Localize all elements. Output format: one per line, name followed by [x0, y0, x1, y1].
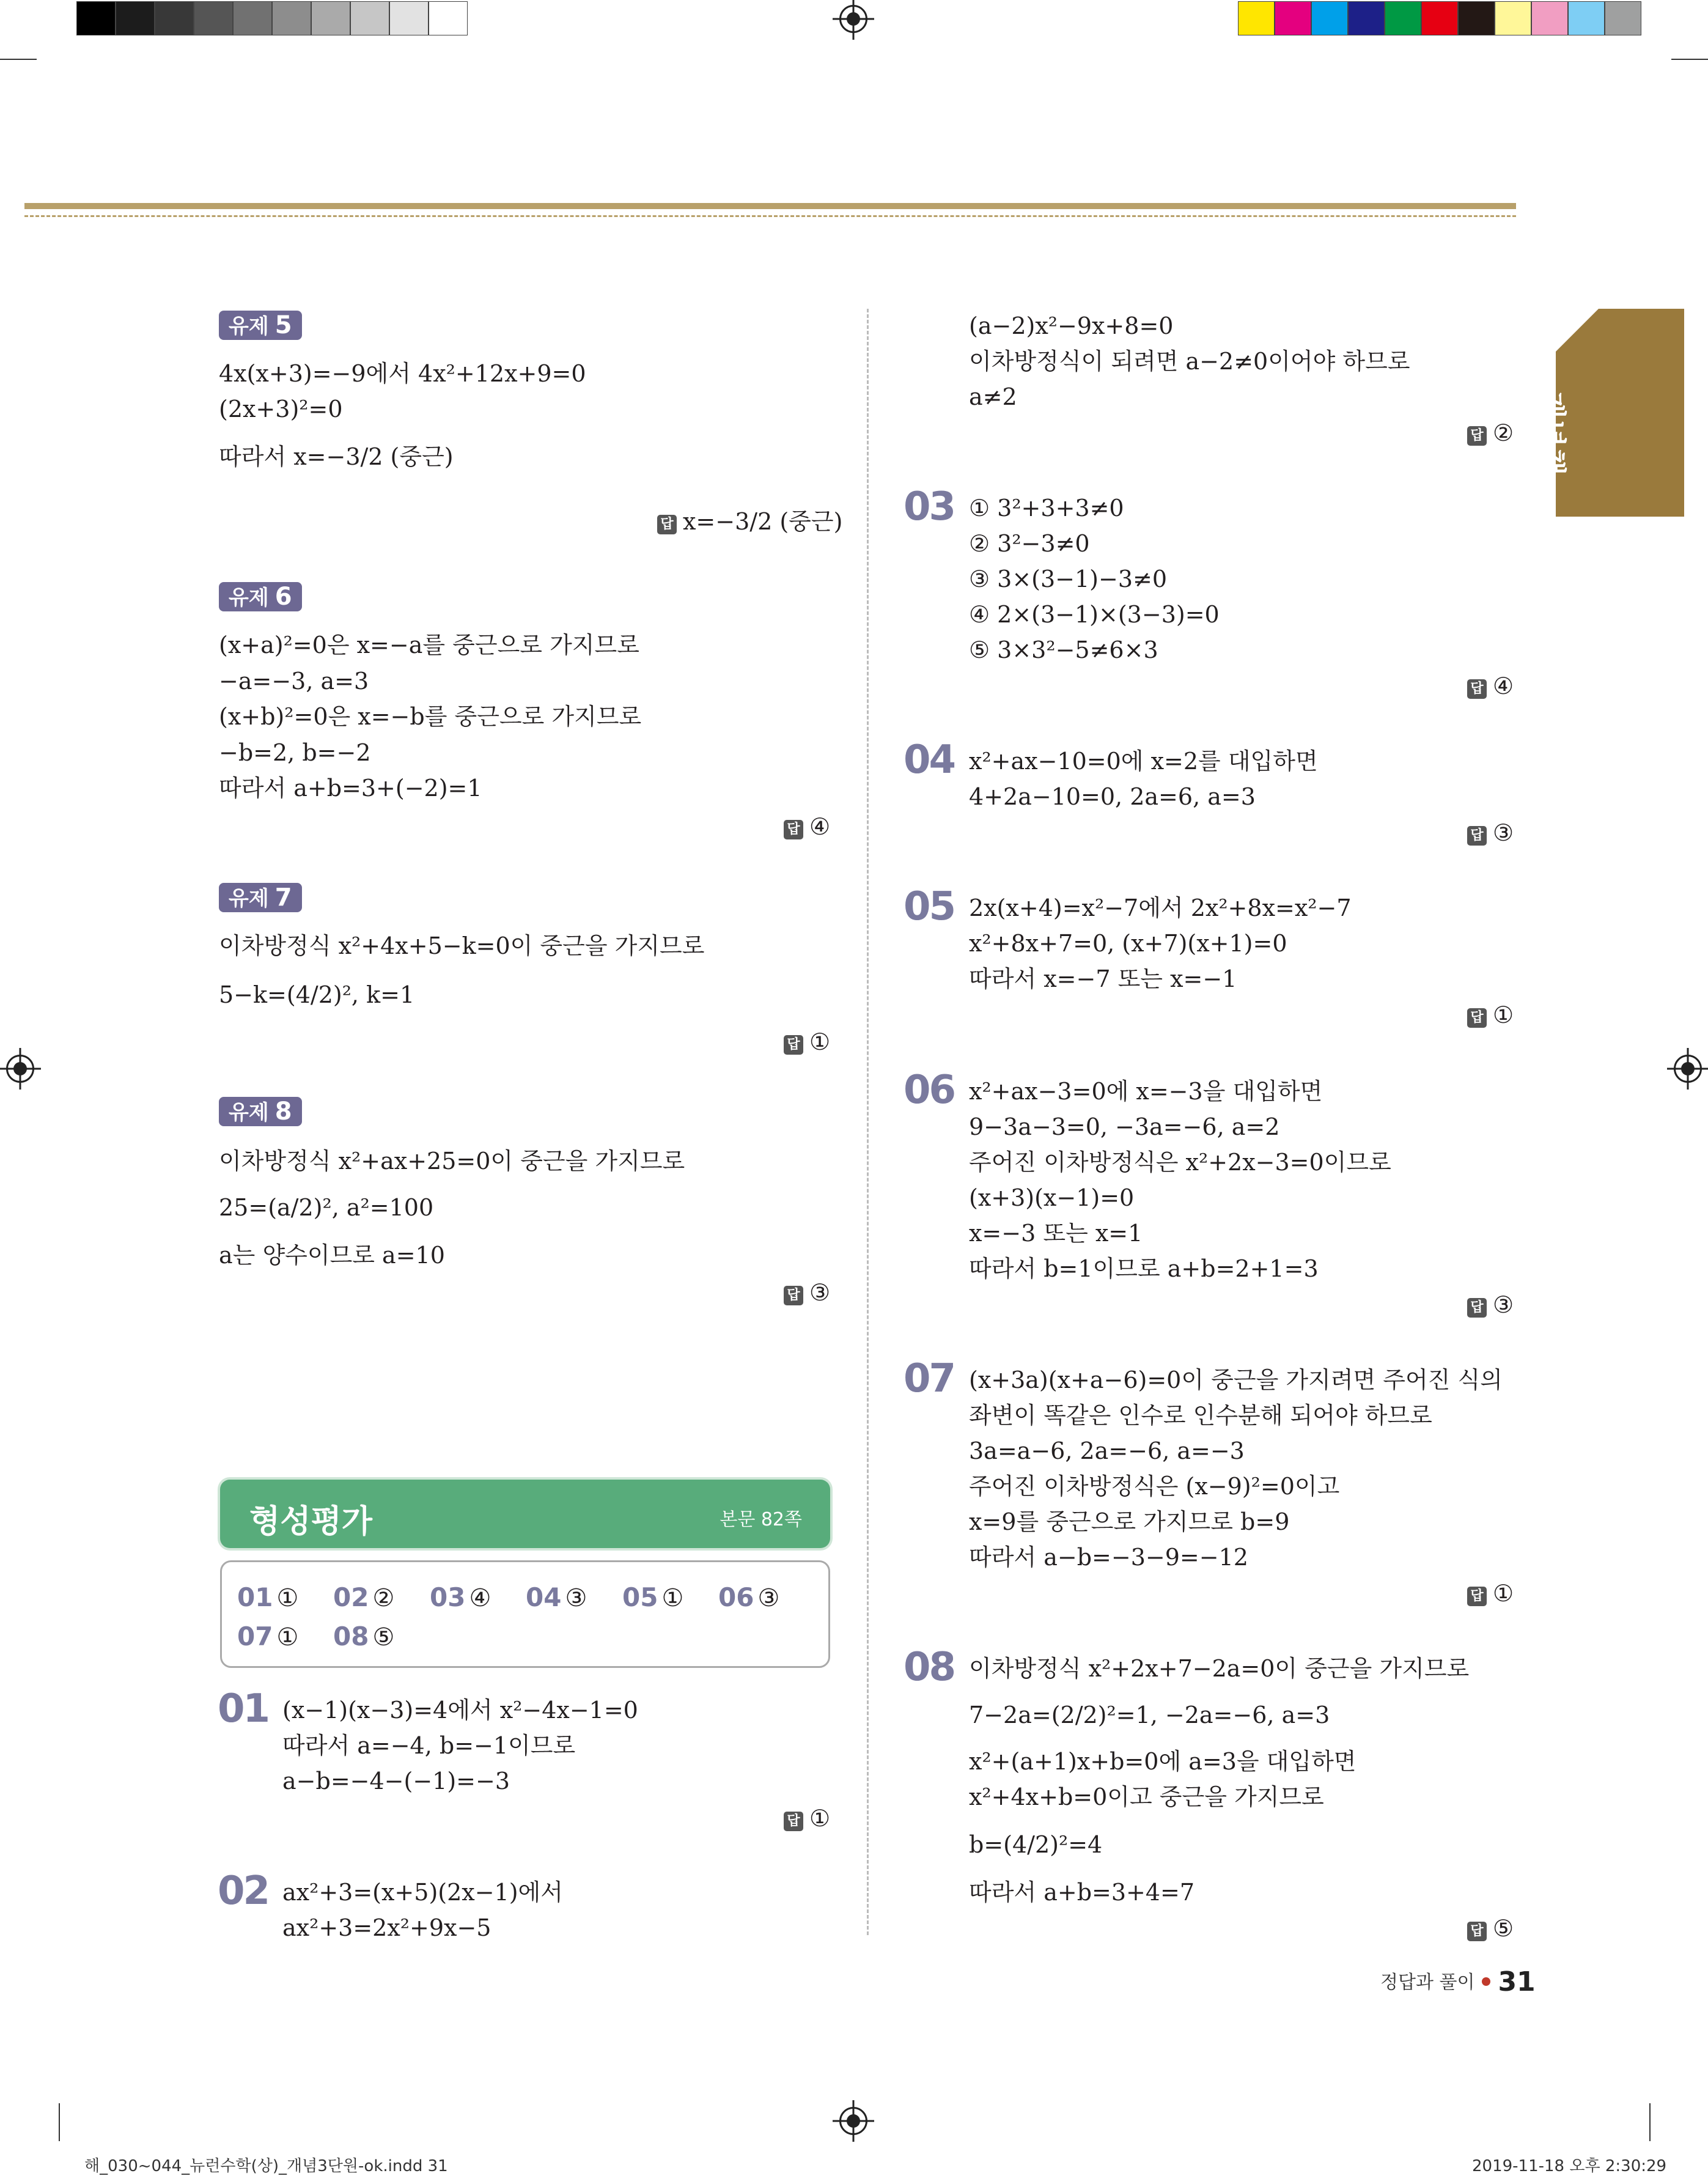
footer-timestamp: 2019-11-18 오후 2:30:29 — [1472, 2157, 1667, 2175]
solution-line: ⑤ 3×3²−5≠6×3 — [969, 636, 1158, 663]
answer: 답 ③ — [1467, 1291, 1514, 1318]
color-swatch — [1275, 1, 1311, 35]
registration-mark-icon — [1674, 1055, 1702, 1083]
gray-swatch — [311, 1, 350, 35]
solution-line: 5−k=(4/2)², k=1 — [219, 981, 415, 1008]
color-swatch — [1311, 1, 1348, 35]
assessment-page-ref: 본문 82쪽 — [720, 1509, 802, 1530]
answer: 답 x=−3/2 (중근) — [657, 503, 842, 536]
gray-swatch — [116, 1, 155, 35]
crop-mark — [59, 2103, 60, 2141]
answer-icon: 답 — [1467, 426, 1487, 446]
solution-line: 2x(x+4)=x²−7에서 2x²+8x=x²−7 — [969, 894, 1352, 921]
answer: 답 ① — [1467, 1001, 1514, 1028]
question-number: 01 — [218, 1686, 269, 1732]
color-swatch — [1568, 1, 1605, 35]
answer-icon: 답 — [1467, 1298, 1487, 1318]
page-label: 정답과 풀이 31 — [1380, 1966, 1536, 1997]
assessment-answer-box — [220, 1560, 830, 1668]
solution-line: (x+b)²=0은 x=−b를 중근으로 가지므로 — [219, 703, 642, 730]
answer: 답 ① — [784, 1805, 830, 1832]
answer-icon: 답 — [784, 1286, 803, 1305]
solution-line: a−b=−4−(−1)=−3 — [282, 1768, 510, 1794]
color-swatch — [1385, 1, 1421, 35]
gray-swatch — [272, 1, 311, 35]
crop-mark — [1671, 59, 1708, 60]
side-tab-label: 개념책 — [1536, 391, 1569, 477]
answer: 답 ① — [1467, 1580, 1514, 1607]
assessment-item: 05 ① — [622, 1582, 684, 1612]
problem-badge: 유제 8 — [219, 1097, 302, 1126]
column-divider — [867, 309, 869, 1935]
solution-line: 따라서 a+b=3+4=7 — [969, 1879, 1195, 1906]
color-swatch — [1421, 1, 1458, 35]
solution-line: 따라서 x=−3/2 (중근) — [219, 443, 454, 470]
problem-badge: 유제 6 — [219, 582, 302, 611]
crop-mark — [0, 59, 37, 60]
solution-line: x²+ax−10=0에 x=2를 대입하면 — [969, 748, 1318, 775]
header-rule — [24, 203, 1516, 209]
answer: 답 ④ — [784, 813, 830, 840]
footer-file-name: 해_030~044_뉴런수학(상)_개념3단원-ok.indd 31 — [84, 2157, 448, 2175]
solution-line: 25=(a/2)², a²=100 — [219, 1194, 434, 1221]
solution-line: 3a=a−6, 2a=−6, a=−3 — [969, 1437, 1245, 1464]
registration-mark-icon — [6, 1055, 34, 1083]
answer-icon: 답 — [1467, 1008, 1487, 1028]
answer: 답 ③ — [1467, 819, 1514, 846]
answer-icon: 답 — [784, 1035, 803, 1055]
answer: 답 ③ — [784, 1279, 830, 1306]
solution-line: (x+3a)(x+a−6)=0이 중근을 가지려면 주어진 식의 — [969, 1366, 1503, 1393]
problem-badge: 유제 7 — [219, 883, 302, 912]
question-number: 07 — [904, 1356, 955, 1401]
question-number: 04 — [904, 737, 955, 783]
answer-icon: 답 — [1467, 1587, 1487, 1606]
assessment-header — [220, 1480, 830, 1548]
solution-line: x=9를 중근으로 가지므로 b=9 — [969, 1508, 1290, 1535]
color-swatch — [1458, 1, 1495, 35]
answer-icon: 답 — [1467, 679, 1487, 699]
assessment-item: 02 ② — [333, 1582, 395, 1612]
solution-line: ax²+3=2x²+9x−5 — [282, 1914, 491, 1941]
answer-icon: 답 — [1467, 826, 1487, 846]
solution-line: ax²+3=(x+5)(2x−1)에서 — [282, 1879, 563, 1906]
solution-line: x²+4x+b=0이고 중근을 가지므로 — [969, 1783, 1324, 1810]
answer-icon: 답 — [784, 820, 803, 839]
answer-icon: 답 — [784, 1812, 803, 1831]
color-swatch — [1531, 1, 1568, 35]
color-swatch — [1348, 1, 1385, 35]
gray-swatch — [350, 1, 389, 35]
solution-line: ② 3²−3≠0 — [969, 530, 1090, 557]
answer-icon: 답 — [657, 515, 677, 534]
solution-line: −a=−3, a=3 — [219, 668, 369, 695]
question-number: 02 — [218, 1868, 269, 1914]
assessment-item: 08 ⑤ — [333, 1621, 395, 1651]
gray-swatch — [389, 1, 429, 35]
solution-line: 이차방정식 x²+2x+7−2a=0이 중근을 가지므로 — [969, 1655, 1470, 1682]
assessment-item: 06 ③ — [718, 1582, 780, 1612]
solution-line: b=(4/2)²=4 — [969, 1831, 1103, 1858]
solution-line: (x+3)(x−1)=0 — [969, 1184, 1135, 1211]
answer: 답 ④ — [1467, 673, 1514, 699]
solution-line: 따라서 x=−7 또는 x=−1 — [969, 965, 1237, 992]
solution-line: ④ 2×(3−1)×(3−3)=0 — [969, 601, 1220, 628]
problem-badge: 유제 5 — [219, 311, 302, 340]
color-swatch — [1495, 1, 1531, 35]
question-number: 05 — [904, 884, 955, 929]
solution-line: 주어진 이차방정식은 (x−9)²=0이고 — [969, 1473, 1340, 1500]
solution-line: (a−2)x²−9x+8=0 — [969, 312, 1174, 339]
solution-line: x²+ax−3=0에 x=−3을 대입하면 — [969, 1078, 1323, 1105]
color-swatch — [1605, 1, 1641, 35]
solution-line: ① 3²+3+3≠0 — [969, 495, 1124, 522]
gray-swatch — [429, 1, 468, 35]
solution-line: 따라서 b=1이므로 a+b=2+1=3 — [969, 1255, 1319, 1282]
assessment-item: 04 ③ — [526, 1582, 587, 1612]
assessment-item: 01 ① — [237, 1582, 299, 1612]
solution-line: a는 양수이므로 a=10 — [219, 1242, 445, 1269]
solution-line: x²+(a+1)x+b=0에 a=3을 대입하면 — [969, 1748, 1356, 1775]
assessment-item: 03 ④ — [430, 1582, 491, 1612]
solution-line: a≠2 — [969, 383, 1017, 410]
solution-line: 이차방정식 x²+ax+25=0이 중근을 가지므로 — [219, 1148, 685, 1175]
solution-line: 주어진 이차방정식은 x²+2x−3=0이므로 — [969, 1149, 1391, 1176]
answer-icon: 답 — [1467, 1922, 1487, 1941]
gray-swatch — [155, 1, 194, 35]
crop-mark — [1649, 2103, 1651, 2141]
question-number: 06 — [904, 1068, 955, 1113]
answer: 답 ① — [784, 1028, 830, 1055]
registration-mark-icon — [839, 5, 867, 33]
solution-line: 따라서 a+b=3+(−2)=1 — [219, 775, 482, 802]
solution-line: 이차방정식 x²+4x+5−k=0이 중근을 가지므로 — [219, 932, 705, 959]
solution-line: 9−3a−3=0, −3a=−6, a=2 — [969, 1113, 1280, 1140]
header-dashed-rule — [24, 215, 1516, 217]
solution-line: −b=2, b=−2 — [219, 739, 371, 766]
solution-line: x²+8x+7=0, (x+7)(x+1)=0 — [969, 930, 1287, 957]
solution-line: (x+a)²=0은 x=−a를 중근으로 가지므로 — [219, 632, 639, 658]
solution-line: 7−2a=(2/2)²=1, −2a=−6, a=3 — [969, 1702, 1330, 1728]
bullet-icon — [1482, 1977, 1490, 1986]
solution-line: (x−1)(x−3)=4에서 x²−4x−1=0 — [282, 1697, 638, 1724]
page-number: 31 — [1498, 1966, 1536, 1997]
solution-line: (2x+3)²=0 — [219, 396, 343, 422]
gray-swatch — [233, 1, 272, 35]
color-swatch — [1238, 1, 1275, 35]
solution-line: 따라서 a=−4, b=−1이므로 — [282, 1732, 576, 1759]
side-tab — [1556, 309, 1684, 517]
question-number: 03 — [904, 484, 955, 529]
solution-line: ③ 3×(3−1)−3≠0 — [969, 566, 1168, 592]
registration-mark-icon — [839, 2107, 867, 2135]
answer: 답 ② — [1467, 419, 1514, 446]
solution-line: 따라서 a−b=−3−9=−12 — [969, 1544, 1248, 1571]
solution-line: 좌변이 똑같은 인수로 인수분해 되어야 하므로 — [969, 1402, 1432, 1429]
gray-swatch — [76, 1, 116, 35]
assessment-title: 형성평가 — [249, 1503, 372, 1540]
question-number: 08 — [904, 1645, 955, 1690]
solution-line: 이차방정식이 되려면 a−2≠0이어야 하므로 — [969, 348, 1410, 375]
answer: 답 ⑤ — [1467, 1915, 1514, 1942]
assessment-item: 07 ① — [237, 1621, 299, 1651]
solution-line: 4+2a−10=0, 2a=6, a=3 — [969, 783, 1256, 810]
solution-line: 4x(x+3)=−9에서 4x²+12x+9=0 — [219, 360, 586, 387]
gray-swatch — [194, 1, 233, 35]
solution-line: x=−3 또는 x=1 — [969, 1220, 1143, 1247]
